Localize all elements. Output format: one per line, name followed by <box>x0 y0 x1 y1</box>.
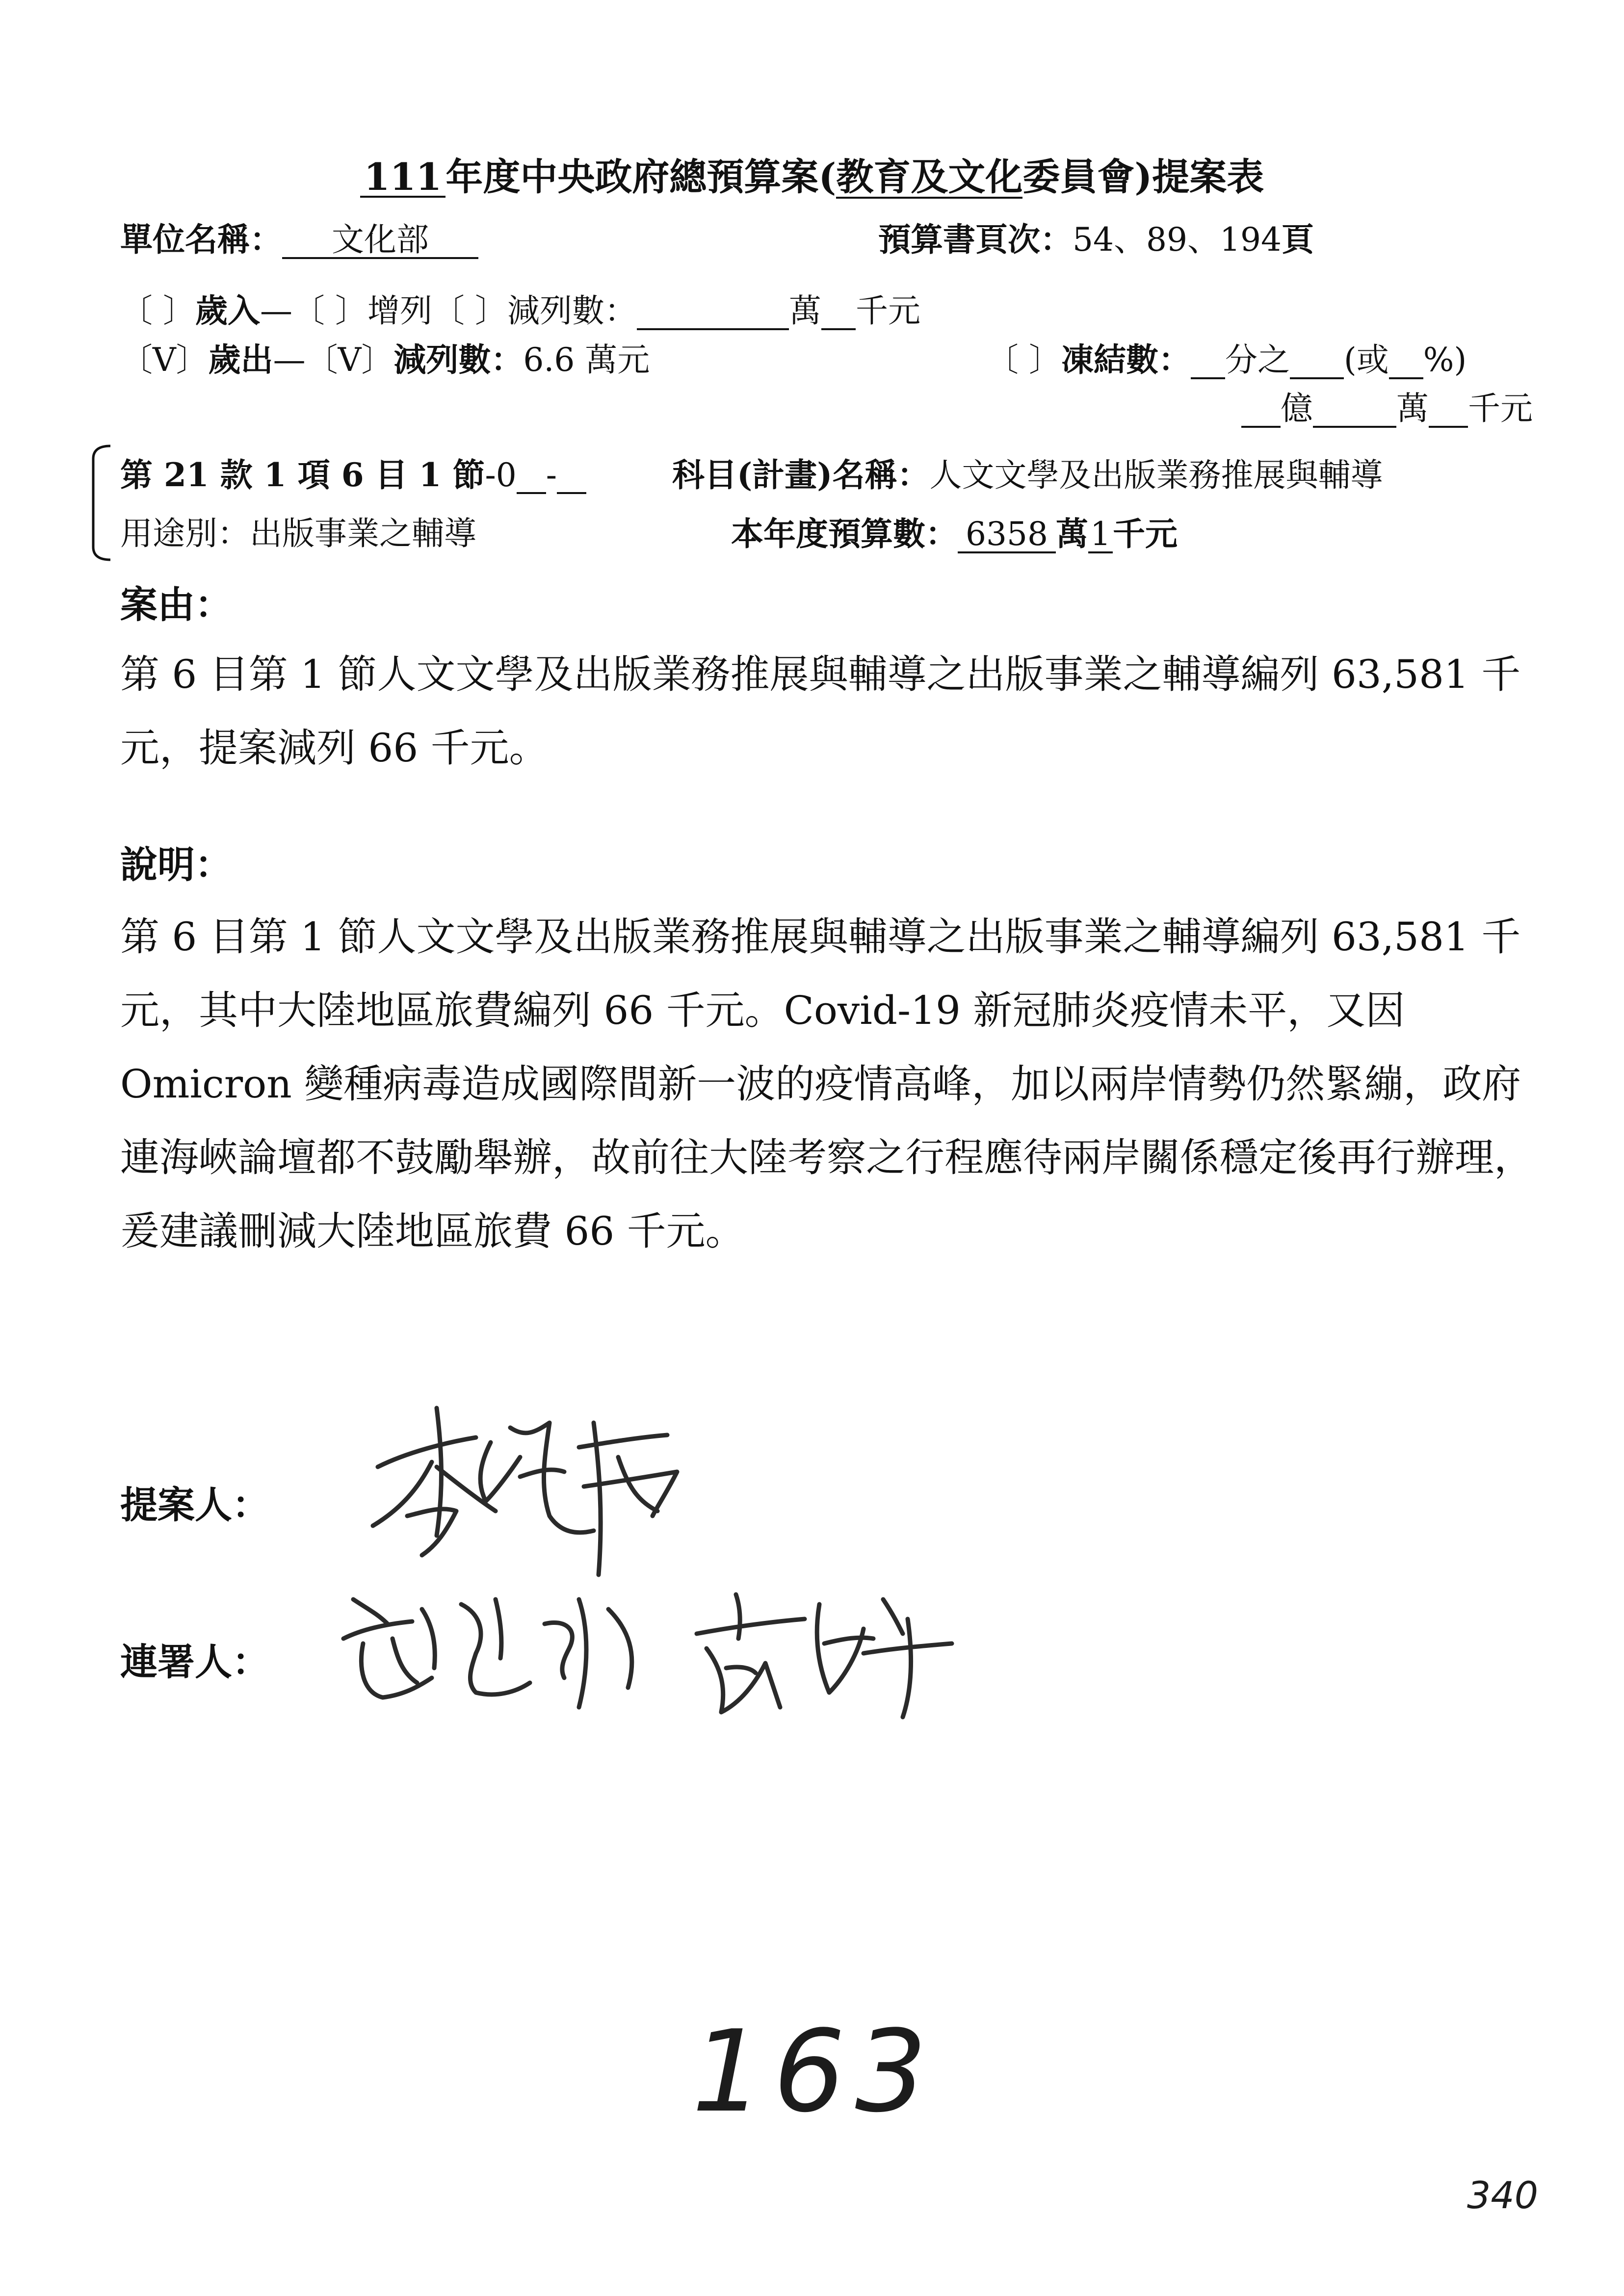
annual-budget-thousand-value: 1 <box>1088 518 1113 553</box>
form-title <box>0 147 1624 201</box>
account-code: -0 <box>485 456 517 494</box>
pages-value: 54、89、194 <box>1073 221 1282 259</box>
corner-number: 340 <box>1467 2173 1539 2217</box>
freeze-label: 凍結數： <box>1061 340 1191 379</box>
explanation-heading: 說明： <box>120 843 232 887</box>
annual-budget-wan-value: 6358 <box>958 518 1056 553</box>
title-committee: 教育及文化 <box>836 155 1023 199</box>
freeze-blank-3 <box>1389 344 1423 379</box>
revenue-dash: — <box>260 292 292 330</box>
title-post: 委員會)提案表 <box>1022 155 1264 199</box>
revenue-decrease-blank <box>637 295 789 330</box>
reason-heading: 案由： <box>120 583 232 626</box>
unit-row <box>120 220 478 259</box>
proposer-signature <box>363 1388 697 1599</box>
reduce-label: 減列數： <box>393 340 524 379</box>
pages-suffix: 頁 <box>1281 220 1314 259</box>
unit-value: 文化部 <box>282 224 478 259</box>
expense-label: 歲出 <box>208 340 273 379</box>
reduce-value: 6.6 萬元 <box>523 341 650 379</box>
freeze-blank-1 <box>1191 344 1225 379</box>
usage-row <box>120 515 476 552</box>
freeze-wan: 萬 <box>1396 390 1429 427</box>
freeze-yi-blank <box>1241 392 1281 428</box>
freeze-pct: %) <box>1423 341 1467 379</box>
subject-label: 科目(計畫)名稱： <box>672 456 930 494</box>
freeze-thousand-blank <box>1429 392 1468 428</box>
proposer-label: 提案人： <box>120 1483 269 1527</box>
revenue-decrease: 〔 〕減列數： <box>432 292 637 330</box>
freeze-blank-2 <box>1290 344 1344 379</box>
cosigner-signature <box>334 1570 971 1727</box>
revenue-wan: 萬 <box>788 292 821 330</box>
freeze-thousand: 千元 <box>1468 390 1533 427</box>
freeze-bracket: 〔 〕 <box>986 341 1061 379</box>
account-blank-2 <box>557 459 586 494</box>
freeze-huo: (或 <box>1343 341 1389 379</box>
usage-label: 用途別： <box>120 515 250 552</box>
annual-budget-label: 本年度預算數： <box>731 515 958 553</box>
revenue-thousand: 千元 <box>855 292 920 330</box>
account-blank-1 <box>517 459 546 494</box>
revenue-increase: 〔 〕增列 <box>292 292 432 330</box>
freeze-row <box>986 340 1467 379</box>
expense-row <box>120 340 650 379</box>
pages-row <box>878 220 1314 259</box>
expense-dash: — <box>273 341 306 379</box>
explanation-text: 第 6 目第 1 節人文文學及出版業務推展與輔導之出版事業之輔導編列 63,581 千元，其中大陸地區旅費編列 66 千元。Covid-19 新冠肺炎疫情未平，又因 Omicron 變種病毒造成國際間新一波的疫情高峰，加以兩岸情勢仍然緊繃，政府連海峽論壇都不鼓勵舉辦，故前往大陸考察之行程應待兩岸關係穩定後再行辦理，爰建議刪減大陸地區旅費 66 千元。 <box>120 914 1533 1254</box>
reason-text: 第 6 目第 1 節人文文學及出版業務推展與輔導之出版事業之輔導編列 63,581 千元，提案減列 66 千元。 <box>120 652 1521 771</box>
title-pre: 年度中央政府總預算案( <box>445 155 837 199</box>
annual-budget-wan: 萬 <box>1056 515 1088 553</box>
annual-budget-thousand: 千元 <box>1113 515 1178 553</box>
cosigner-label: 連署人： <box>120 1640 269 1684</box>
account-row <box>120 456 586 494</box>
usage-value: 出版事業之輔導 <box>250 515 476 552</box>
reduce-bracket: 〔V〕 <box>305 341 394 379</box>
unit-label: 單位名稱： <box>120 220 282 259</box>
title-year: 111 <box>360 158 446 198</box>
expense-bracket: 〔V〕 <box>120 341 209 379</box>
account-mu: 6 目 <box>341 456 408 494</box>
pages-label: 預算書頁次： <box>878 220 1073 259</box>
revenue-thousand-blank <box>821 295 856 330</box>
freeze-yi: 億 <box>1281 390 1313 427</box>
annual-budget-row <box>731 515 1178 553</box>
account-bracket <box>88 444 113 562</box>
revenue-bracket: 〔 〕 <box>120 292 195 330</box>
account-jie: 1 節 <box>419 456 485 494</box>
freeze-amount-row <box>1241 392 1533 428</box>
freeze-wan-blank <box>1313 392 1396 428</box>
subject-value: 人文文學及出版業務推展與輔導 <box>929 456 1383 494</box>
account-kuan: 第 21 款 <box>120 456 253 494</box>
revenue-row <box>120 291 920 330</box>
subject-row <box>672 456 1383 494</box>
revenue-label: 歲入 <box>195 291 260 330</box>
account-xiang: 1 項 <box>263 456 330 494</box>
page-number: 163 <box>692 2007 937 2138</box>
freeze-fen: 分之 <box>1225 341 1290 379</box>
account-sep: - <box>546 456 557 494</box>
